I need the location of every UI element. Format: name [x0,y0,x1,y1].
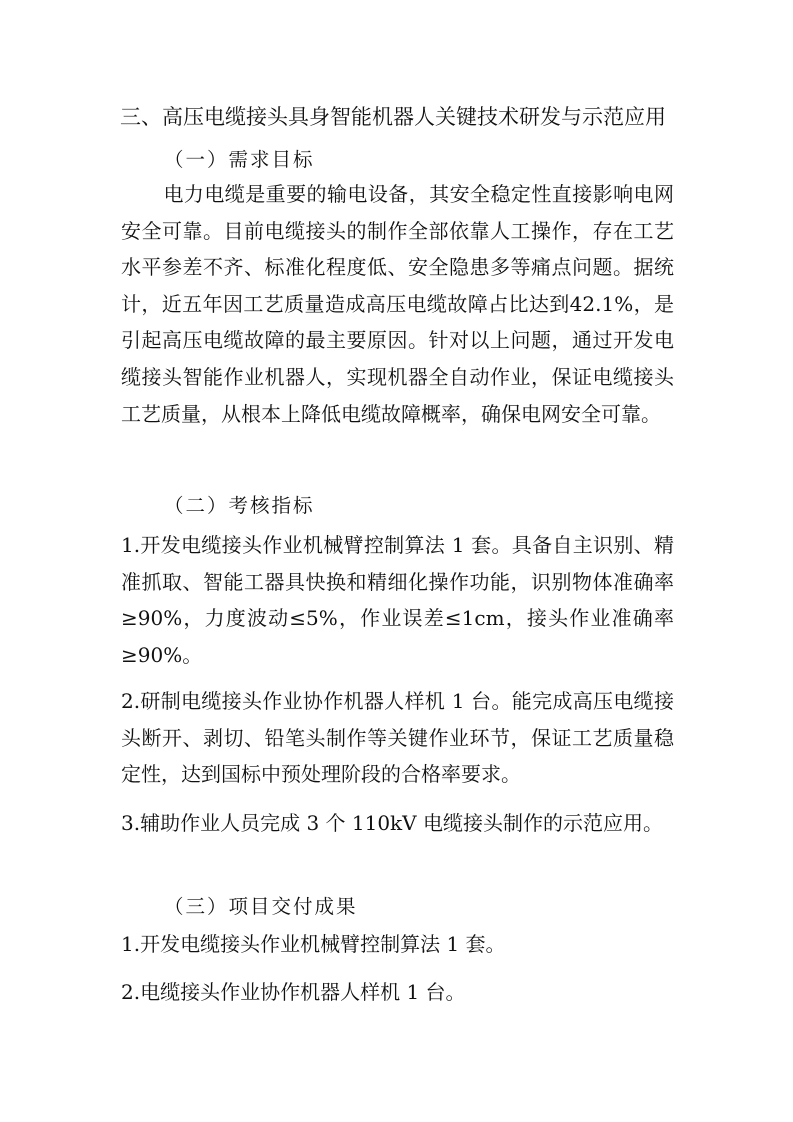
need-paragraph [121,176,674,432]
assessment-item-3 [121,805,674,842]
assessment-item-text: 3.辅助作业人员完成 3 个 110kV 电缆接头制作的示范应用。 [121,811,663,835]
deliverable-item-2 [121,974,674,1011]
section-title: 三、高压电缆接头具身智能机器人关键技术研发与示范应用 [120,105,666,129]
assessment-item-2 [121,683,674,793]
deliverable-item-text: 1.开发电缆接头作业机械臂控制算法 1 套。 [121,932,506,956]
assessment-item-text: 2.研制电缆接头作业协作机器人样机 1 台。能完成高压电缆接头断开、剥切、铅笔头制作等关键作业环节，保证工艺质量稳定性，达到国标中预处理阶段的合格率要求。 [121,689,674,787]
assessment-item-1 [121,527,674,673]
assessment-heading: （二）考核指标 [164,494,315,517]
need-heading: （一）需求目标 [164,148,315,171]
deliverables-heading: （三）项目交付成果 [164,895,358,918]
deliverable-item-text: 2.电缆接头作业协作机器人样机 1 台。 [121,980,466,1004]
deliverable-item-1 [121,926,674,963]
assessment-item-text: 1.开发电缆接头作业机械臂控制算法 1 套。具备自主识别、精准抓取、智能工器具快换和精细化操作功能，识别物体准确率≥90%，力度波动≤5%，作业误差≤1cm，接头作业准确率≥90%。 [121,533,674,667]
need-paragraph-text: 电力电缆是重要的输电设备，其安全稳定性直接影响电网安全可靠。目前电缆接头的制作全部依靠人工操作，存在工艺水平参差不齐、标准化程度低、安全隐患多等痛点问题。据统计，近五年因工艺质量造成高压电缆故障占比达到42.1%，是引起高压电缆故障的最主要原因。针对以上问题，通过开发电缆接头智能作业机器人，实现机器全自动作业，保证电缆接头工艺质量，从根本上降低电缆故障概率，确保电网安全可靠。 [121,182,674,426]
